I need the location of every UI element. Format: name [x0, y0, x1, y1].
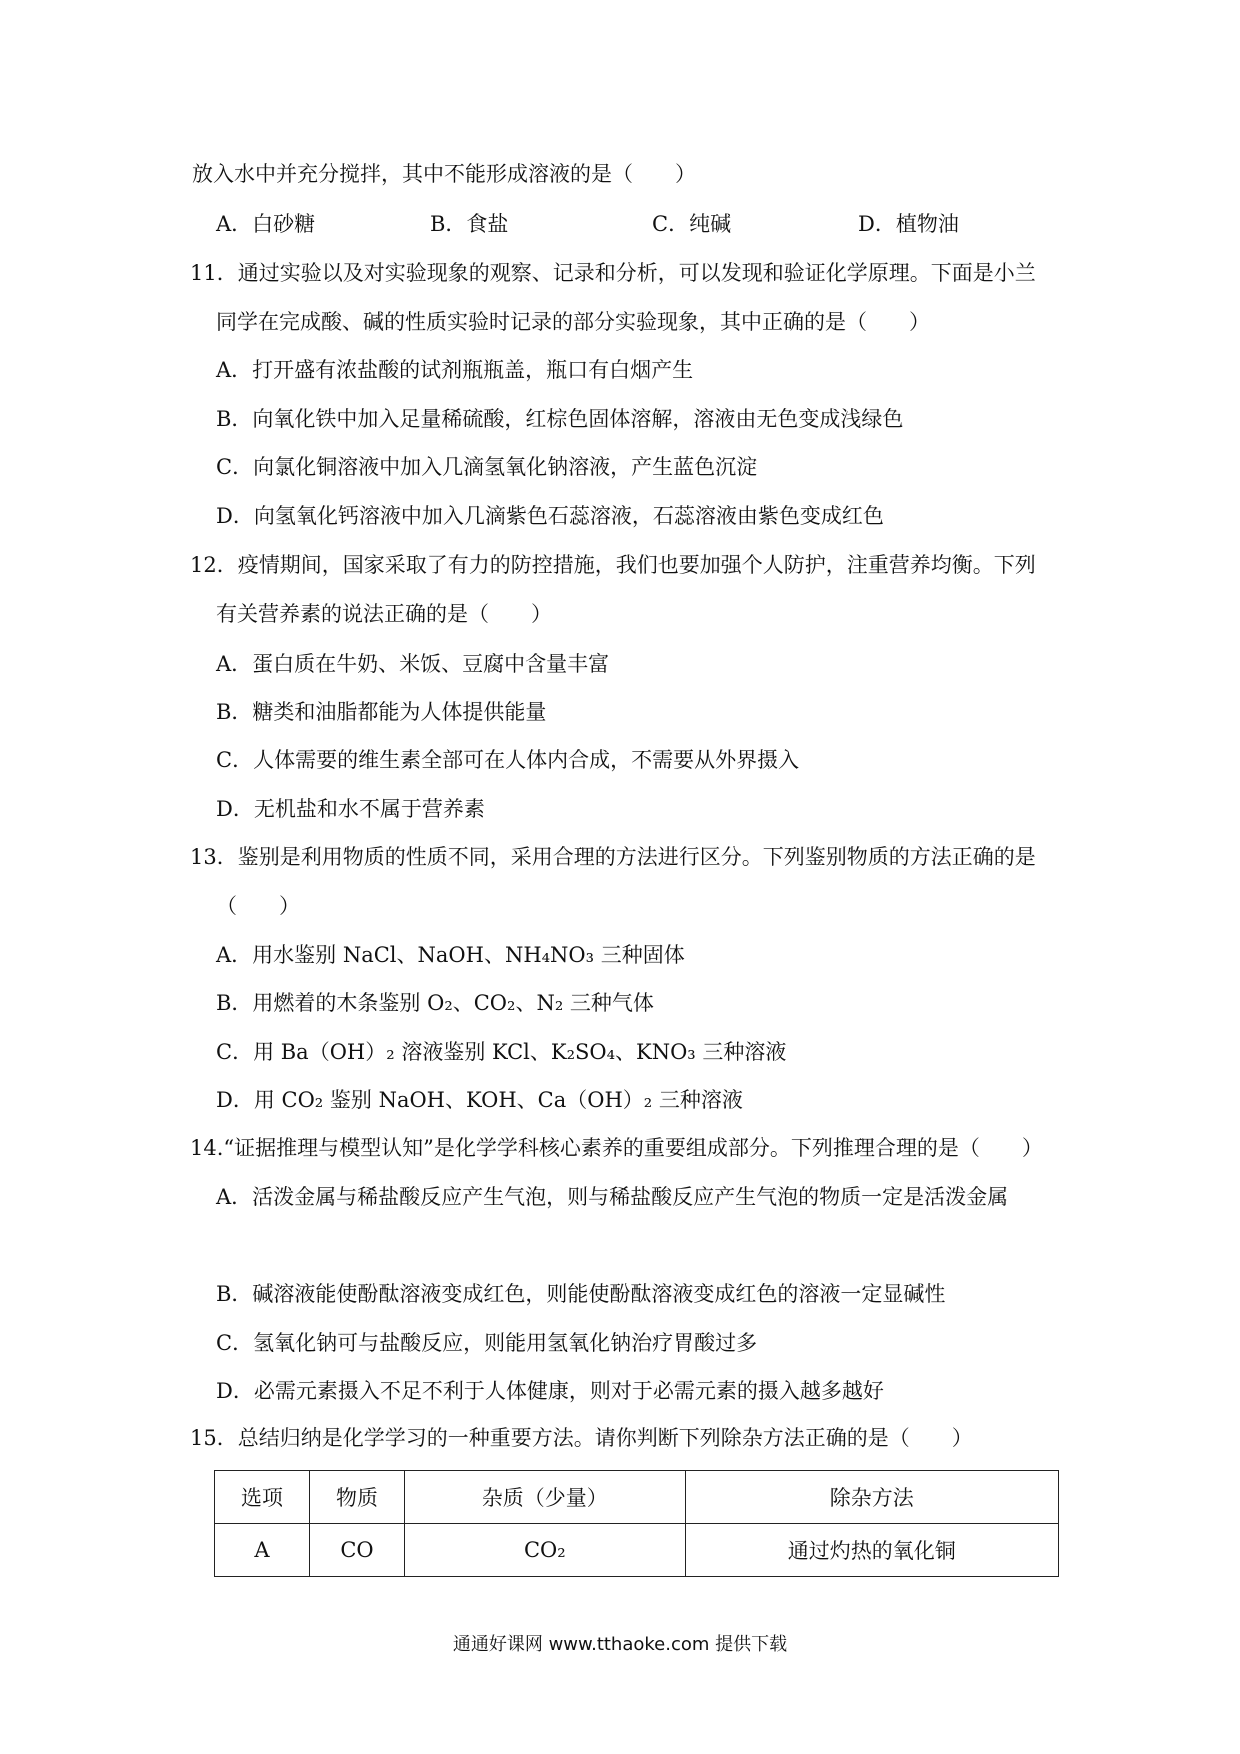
- q14-option-c: C．氢氧化钠可与盐酸反应，则能用氢氧化钠治疗胃酸过多: [216, 1331, 758, 1355]
- q11-option-a: A．打开盛有浓盐酸的试剂瓶瓶盖，瓶口有白烟产生: [216, 358, 694, 382]
- table-cell: A: [215, 1524, 310, 1577]
- q13-stem-line2: （ ）: [216, 894, 300, 918]
- q12-stem-line2: 有关营养素的说法正确的是（ ）: [216, 602, 552, 626]
- table-header-cell: 选项: [215, 1471, 310, 1524]
- q12-option-d: D．无机盐和水不属于营养素: [216, 797, 485, 821]
- q13-option-b: B．用燃着的木条鉴别 O₂、CO₂、N₂ 三种气体: [216, 991, 654, 1015]
- table-header-row: [215, 1471, 1059, 1524]
- table-header-cell: 除杂方法: [685, 1471, 1058, 1524]
- q14-option-d: D．必需元素摄入不足不利于人体健康，则对于必需元素的摄入越多越好: [216, 1379, 884, 1403]
- table-header-cell: 物质: [310, 1471, 405, 1524]
- table-cell: CO₂: [405, 1524, 686, 1577]
- q10-option-c: C．纯碱: [652, 212, 732, 236]
- table-cell: CO: [310, 1524, 405, 1577]
- q10-option-b: B．食盐: [430, 212, 509, 236]
- q12-option-c: C．人体需要的维生素全部可在人体内合成，不需要从外界摄入: [216, 748, 800, 772]
- q14-option-b: B．碱溶液能使酚酞溶液变成红色，则能使酚酞溶液变成红色的溶液一定显碱性: [216, 1282, 946, 1306]
- q14-option-a: A．活泼金属与稀盐酸反应产生气泡，则与稀盐酸反应产生气泡的物质一定是活泼金属: [216, 1185, 1009, 1209]
- q10-stem: 放入水中并充分搅拌，其中不能形成溶液的是（ ）: [192, 162, 696, 186]
- q11-option-b: B．向氧化铁中加入足量稀硫酸，红棕色固体溶解，溶液由无色变成浅绿色: [216, 407, 904, 431]
- q13-option-d: D．用 CO₂ 鉴别 NaOH、KOH、Ca（OH）₂ 三种溶液: [216, 1088, 743, 1112]
- q12-option-b: B．糖类和油脂都能为人体提供能量: [216, 700, 547, 724]
- q13-option-a: A．用水鉴别 NaCl、NaOH、NH₄NO₃ 三种固体: [216, 943, 685, 967]
- impurity-removal-table: [214, 1470, 1059, 1577]
- table-header-cell: 杂质（少量）: [405, 1471, 686, 1524]
- q13-option-c: C．用 Ba（OH）₂ 溶液鉴别 KCl、K₂SO₄、KNO₃ 三种溶液: [216, 1040, 787, 1064]
- q12-stem-line1: 12．疫情期间，国家采取了有力的防控措施，我们也要加强个人防护，注重营养均衡。下列: [190, 553, 1036, 577]
- q15-stem: 15．总结归纳是化学学习的一种重要方法。请你判断下列除杂方法正确的是（ ）: [190, 1426, 973, 1450]
- q11-option-d: D．向氢氧化钙溶液中加入几滴紫色石蕊溶液，石蕊溶液由紫色变成红色: [216, 504, 884, 528]
- q11-option-c: C．向氯化铜溶液中加入几滴氢氧化钠溶液，产生蓝色沉淀: [216, 455, 758, 479]
- table-cell: 通过灼热的氧化铜: [685, 1524, 1058, 1577]
- q14-stem: 14.“证据推理与模型认知”是化学学科核心素养的重要组成部分。下列推理合理的是（ ）: [190, 1136, 1043, 1160]
- page-footer: 通通好课网 www.tthaoke.com 提供下载: [452, 1634, 788, 1655]
- table-row: [215, 1524, 1059, 1577]
- q11-stem-line2: 同学在完成酸、碱的性质实验时记录的部分实验现象，其中正确的是（ ）: [216, 310, 930, 334]
- q10-option-a: A．白砂糖: [216, 212, 316, 236]
- q13-stem-line1: 13．鉴别是利用物质的性质不同，采用合理的方法进行区分。下列鉴别物质的方法正确的是: [190, 845, 1036, 869]
- q12-option-a: A．蛋白质在牛奶、米饭、豆腐中含量丰富: [216, 652, 610, 676]
- q11-stem-line1: 11．通过实验以及对实验现象的观察、记录和分析，可以发现和验证化学原理。下面是小兰: [190, 261, 1036, 285]
- q10-option-d: D．植物油: [858, 212, 959, 236]
